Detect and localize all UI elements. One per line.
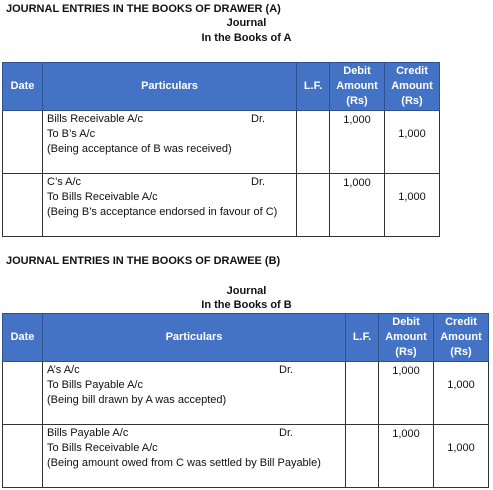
credit-account: To Bills Payable A/c	[47, 379, 143, 391]
header-credit: Credit Amount (Rs)	[385, 63, 440, 111]
section-a-subtitle: In the Books of A	[201, 32, 292, 44]
debit-amount: 1,000	[392, 428, 420, 440]
date-cell	[3, 174, 43, 237]
table-row	[3, 425, 489, 488]
header-debit: Debit Amount (Rs)	[379, 314, 434, 362]
lf-cell	[346, 362, 379, 425]
header-date: Date	[3, 63, 43, 111]
header-particulars: Particulars	[43, 314, 346, 362]
debit-account: C’s A/c	[47, 176, 82, 188]
debit-amount: 1,000	[343, 177, 371, 189]
dr-label: Dr.	[251, 176, 266, 188]
section-a-title: Journal	[226, 17, 267, 29]
credit-amount-cell	[385, 111, 440, 174]
credit-account: To Bills Receivable A/c	[47, 191, 158, 203]
particulars-cell	[43, 174, 297, 237]
particulars-cell	[43, 425, 346, 488]
debit-amount-cell	[330, 111, 385, 174]
header-debit: Debit Amount (Rs)	[330, 63, 385, 111]
debit-amount-cell	[330, 174, 385, 237]
date-cell	[3, 362, 43, 425]
lf-cell	[297, 174, 330, 237]
table-header-row	[3, 314, 489, 362]
table-row	[3, 174, 440, 237]
narration: (Being amount owed from C was settled by Bill Payable)	[47, 457, 321, 469]
credit-amount: 1,000	[447, 379, 475, 391]
debit-account: Bills Payable A/c	[47, 427, 129, 439]
date-cell	[3, 425, 43, 488]
header-credit: Credit Amount (Rs)	[434, 314, 489, 362]
section-a-heading: JOURNAL ENTRIES IN THE BOOKS OF DRAWER (A)	[6, 3, 281, 15]
lf-cell	[297, 111, 330, 174]
credit-amount-cell	[385, 174, 440, 237]
narration: (Being acceptance of B was received)	[47, 143, 232, 155]
debit-amount: 1,000	[343, 114, 371, 126]
journal-table-b	[2, 313, 489, 488]
dr-label: Dr.	[251, 113, 266, 125]
table-row	[3, 362, 489, 425]
credit-amount: 1,000	[398, 128, 426, 140]
debit-amount: 1,000	[392, 365, 420, 377]
credit-amount: 1,000	[398, 191, 426, 203]
credit-amount: 1,000	[447, 442, 475, 454]
debit-amount-cell	[379, 362, 434, 425]
narration: (Being bill drawn by A was accepted)	[47, 394, 227, 406]
dr-label: Dr.	[279, 427, 294, 439]
section-b-heading: JOURNAL ENTRIES IN THE BOOKS OF DRAWEE (B)	[6, 255, 281, 267]
narration: (Being B’s acceptance endorsed in favour of C)	[47, 206, 278, 218]
debit-account: A’s A/c	[47, 364, 80, 376]
debit-amount-cell	[379, 425, 434, 488]
date-cell	[3, 111, 43, 174]
table-row	[3, 111, 440, 174]
particulars-cell	[43, 362, 346, 425]
credit-account: To B’s A/c	[47, 128, 96, 140]
header-lf: L.F.	[297, 63, 330, 111]
particulars-cell	[43, 111, 297, 174]
credit-amount-cell	[434, 362, 489, 425]
journal-table-a	[2, 62, 440, 237]
section-b-subtitle: In the Books of B	[201, 299, 292, 311]
credit-amount-cell	[434, 425, 489, 488]
dr-label: Dr.	[279, 364, 294, 376]
debit-account: Bills Receivable A/c	[47, 113, 143, 125]
header-lf: L.F.	[346, 314, 379, 362]
lf-cell	[346, 425, 379, 488]
table-header-row	[3, 63, 440, 111]
header-particulars: Particulars	[43, 63, 297, 111]
section-b-title: Journal	[226, 285, 267, 297]
header-date: Date	[3, 314, 43, 362]
credit-account: To Bills Receivable A/c	[47, 442, 158, 454]
